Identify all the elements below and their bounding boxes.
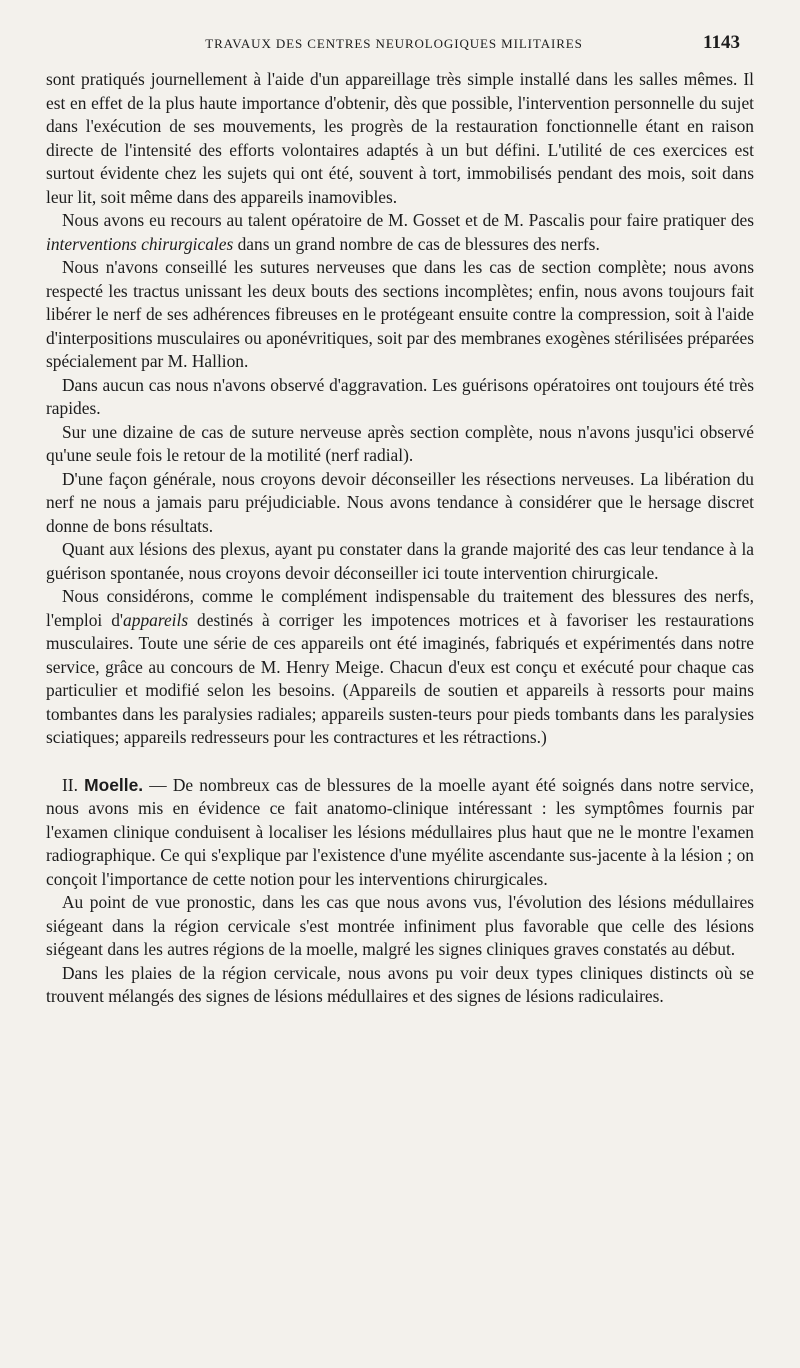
body-text <box>46 68 754 1009</box>
paragraph-8 <box>46 585 754 750</box>
paragraph-3: Nous n'avons conseillé les sutures nerveuses que dans les cas de section complète; nous avons respecté les tractus unissant les deux bouts des sections incomplètes; enfin, nous avons toujours fait libérer le nerf de ses adhérences fibreuses en le protégeant ensuite contre la compression, soit à l'aide d'interpositions musculaires ou aponévritiques, soit par des membranes exogènes stérilisées préparées spécialement par M. Hallion. <box>46 257 754 371</box>
paragraph-2 <box>46 209 754 256</box>
section-heading: Moelle. <box>84 774 144 795</box>
running-title: TRAVAUX DES CENTRES NEUROLOGIQUES MILITAIRES <box>205 36 583 51</box>
paragraph-8-text-b: destinés à corriger les impotences motrices et à favoriser les restaurations musculaires. Toute une série de ces appareils ont été imaginés, fabriqués et expérimentés dans notre service, grâce au concours de M. Henry Meige. Chacun d'eux est conçu et exécuté pour chaque cas particulier et modifié selon les besoins. (Appareils de soutien et appareils à ressorts pour mains tombantes dans les paralysies radiales; appareils susten-teurs pour pieds tombants dans les paralysies sciatiques; appareils redresseurs pour les contractures et les rétractions.) <box>46 609 754 747</box>
section-lead-text: — De nombreux cas de blessures de la moelle ayant été soignés dans notre service, nous avons mis en évidence ce fait anatomo-clinique intéressant : les symptômes fournis par l'examen clinique conduisent à localiser les lésions médullaires plus haut que ne le montre l'examen radiographique. Ce qui s'explique par l'existence d'une myélite ascendante sus-jacente à la lésion ; on conçoit l'importance de cette notion pour les interventions chirurgicales. <box>46 774 754 889</box>
section-lead-paragraph <box>46 774 754 892</box>
section-moelle <box>46 774 754 1009</box>
paragraph-8-text-a: Nous considérons, comme le complément indispensable du traitement des blessures des nerfs, l'emploi d' <box>46 586 754 630</box>
paragraph-6: D'une façon générale, nous croyons devoir déconseiller les résections nerveuses. La libération du nerf ne nous a jamais paru préjudiciable. Nous avons tendance à considérer que le hersage discret donne de bons résultats. <box>46 468 754 536</box>
paragraph-8-italic: appareils <box>123 609 189 630</box>
paragraph-1: sont pratiqués journellement à l'aide d'un appareillage très simple installé dans les salles mêmes. Il est en effet de la plus haute importance d'obtenir, dès que possible, l'intervention personnelle du sujet dans l'exécution de ses mouvements, les progrès de la restauration fonctionnelle étant en raison directe de l'intensité des efforts volontaires adaptés à un but défini. L'utilité de ces exercices est surtout évidente chez les sujets qui ont été, souvent à tort, immobilisés pendant des mois, soit dans leur lit, soit même dans des appareils inamovibles. <box>46 69 754 207</box>
paragraph-2-text-a: Nous avons eu recours au talent opératoire de M. Gosset et de M. Pascalis pour faire pratiquer des <box>62 210 754 230</box>
paragraph-2-italic: interventions chirurgicales <box>46 233 234 254</box>
page-number: 1143 <box>703 32 740 53</box>
running-head <box>48 34 740 56</box>
section-paragraph-1: Au point de vue pronostic, dans les cas que nous avons vus, l'évolution des lésions médullaires siégeant dans la région cervicale s'est montrée infiniment plus favorable que celle des lésions siégeant dans les autres régions de la moelle, malgré les signes cliniques graves constatés au début. <box>46 892 754 959</box>
paragraph-7: Quant aux lésions des plexus, ayant pu constater dans la grande majorité des cas leur tendance à la guérison spontanée, nous croyons devoir déconseiller ici toute intervention chirurgicale. <box>46 539 754 583</box>
paragraph-4: Dans aucun cas nous n'avons observé d'aggravation. Les guérisons opératoires ont toujours été très rapides. <box>46 374 754 418</box>
section-number: II. <box>62 774 78 795</box>
section-paragraph-2: Dans les plaies de la région cervicale, nous avons pu voir deux types cliniques distincts où se trouvent mélangés des signes de lésions médullaires et des signes de lésions radiculaires. <box>46 962 754 1006</box>
paragraph-5: Sur une dizaine de cas de suture nerveuse après section complète, nous n'avons jusqu'ici observé qu'une seule fois le retour de la motilité (nerf radial). <box>46 421 754 465</box>
paragraph-2-text-b: dans un grand nombre de cas de blessures des nerfs. <box>233 233 600 254</box>
